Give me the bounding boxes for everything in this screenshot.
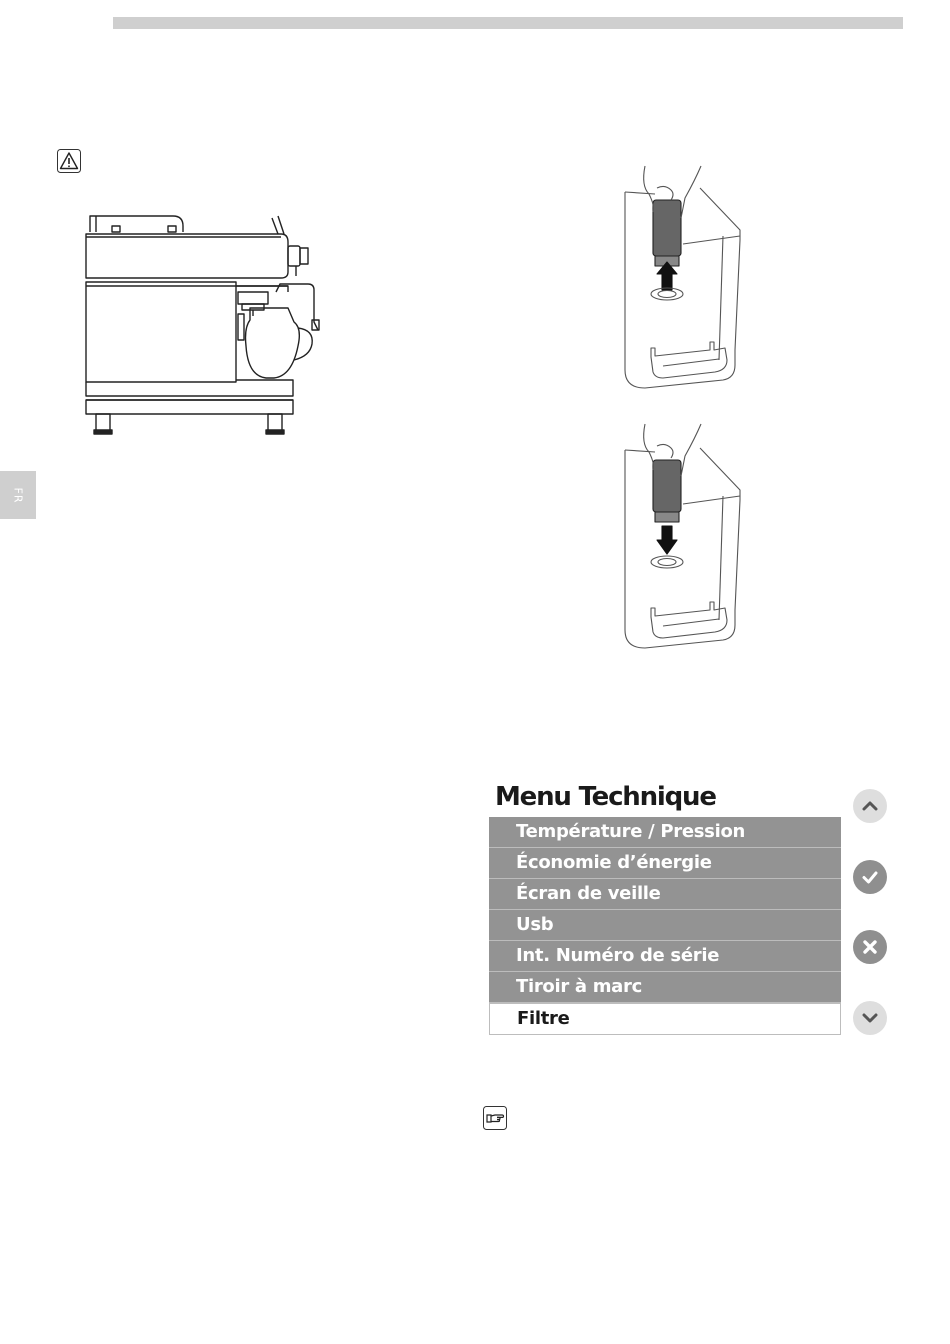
filter-insertion-illustration	[615, 420, 750, 655]
chevron-up-icon	[860, 796, 880, 816]
menu-item-temperature-pressure[interactable]: Température / Pression	[489, 817, 841, 848]
coffee-machine-illustration	[78, 210, 328, 440]
menu-item-filter[interactable]: Filtre	[489, 1003, 841, 1035]
menu-item-usb[interactable]: Usb	[489, 910, 841, 941]
language-tab-label: FR	[11, 487, 25, 503]
scroll-down-button[interactable]	[853, 1001, 887, 1035]
cancel-button[interactable]	[853, 930, 887, 964]
check-icon	[860, 867, 880, 887]
menu-item-energy-saving[interactable]: Économie d’énergie	[489, 848, 841, 879]
menu-title: Menu Technique	[495, 782, 716, 812]
menu-item-grounds-drawer[interactable]: Tiroir à marc	[489, 972, 841, 1003]
menu-item-screensaver[interactable]: Écran de veille	[489, 879, 841, 910]
filter-removal-illustration	[615, 160, 750, 395]
warning-icon	[57, 149, 81, 173]
menu-item-serial-number[interactable]: Int. Numéro de série	[489, 941, 841, 972]
chevron-down-icon	[860, 1008, 880, 1028]
note-pointing-hand-icon	[483, 1106, 507, 1130]
close-icon	[860, 937, 880, 957]
language-tab	[0, 471, 36, 519]
technical-menu-list	[489, 817, 841, 1035]
confirm-button[interactable]	[853, 860, 887, 894]
header-bar	[113, 17, 903, 29]
scroll-up-button[interactable]	[853, 789, 887, 823]
